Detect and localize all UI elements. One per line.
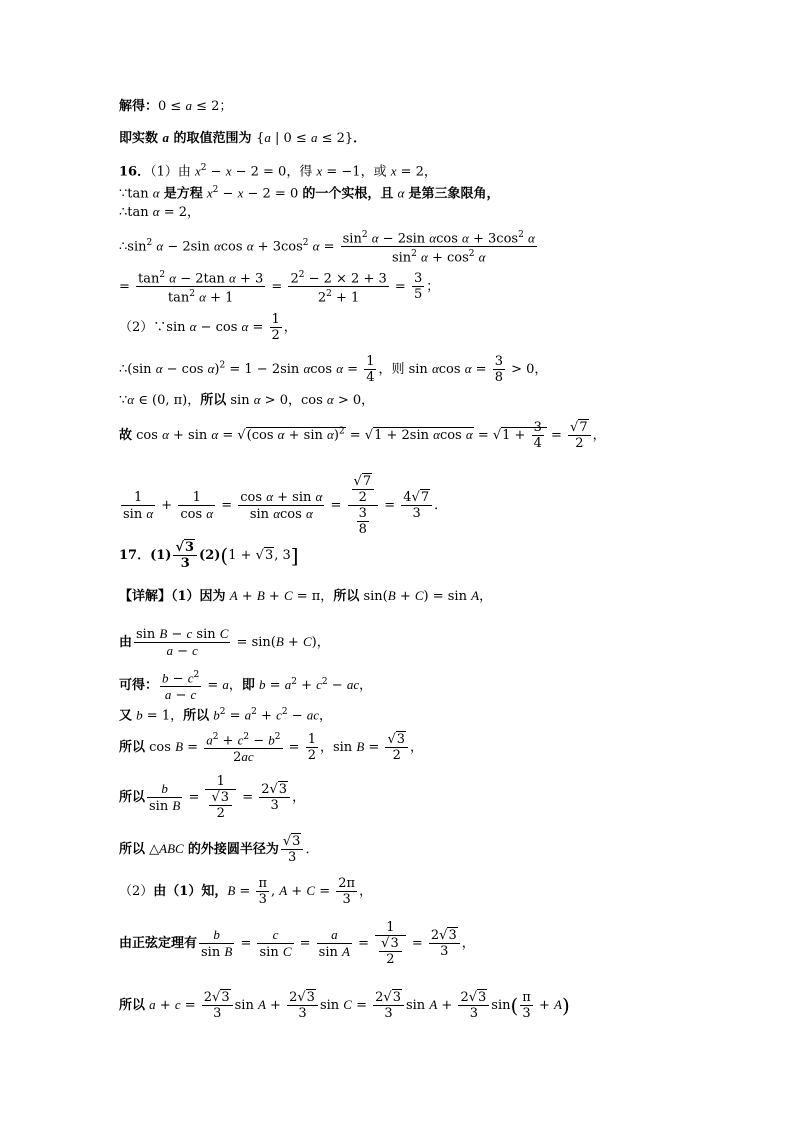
text-line: 解得：0 ≤ a ≤ 2；	[119, 98, 233, 114]
text-line: ∵α ∈ (0, π)，所以 sin α > 0，cos α > 0，	[119, 392, 375, 408]
text-line: $\frac{1}{\text{sin α}}$ + $\frac{1}{\text{cos α}}$ = $\frac{\text{cos α + sin α}}{\text{sin αcos α}}$ = $\frac{\frac{√7}{2}}{\frac{3}{8}}$ = $\frac{4√7}{3}$ ．	[123, 474, 448, 537]
text-line: ∵tan α 是方程 $x^2 - x - 2 = 0$ 的一个实根，且 α 是第三象限角，	[119, 185, 500, 202]
text-line: 所以 cos B = $\frac{a^2 + c^2 - b^2}{2ac}$ = $\frac{1}{2}$ ，sin B = $\frac{√3}{2}$ ，	[119, 732, 424, 766]
text-line: 又 b = 1，所以 $b^2 = a^2 + c^2$ − ac，	[119, 707, 333, 724]
text-line: （2）∵sin α − cos α = $\frac{1}{2}$ ，	[119, 312, 297, 343]
text-line: 所以 $\frac{b}{\text{sin B}}$ = $\frac{1}{\frac{√3}{2}}$ = $\frac{2√3}{3}$ ，	[119, 774, 306, 821]
text-line: 16．（1）由 $x^2 - x - 2 = 0$，得 x = −1，或 x = 2，	[119, 163, 437, 180]
text-line: 所以 △ABC 的外接圆半径为 $\frac{√3}{3}$ ．	[119, 834, 319, 865]
text-line: （2）由（1）知，B = $\frac{\pi}{3}$ , A + C = $\frac{2\pi}{3}$ ，	[119, 876, 373, 907]
text-line: = $\frac{\tan^2 \alpha - 2\tan \alpha + 3}{\tan^2 \alpha + 1}$ = $\frac{2^2 - 2 \times 2 + 3}{2^2 + 1}$ = $\frac{3}{5}$ ；	[119, 270, 440, 306]
text-line: 【详解】（1）因为 A + B + C = π，所以 sin(B + C) = sin A，	[119, 588, 493, 604]
text-line: 故 cos α + sin α = √(cos α + sin α)$^2$ = √1 + 2sin αcos α = √1 + $\frac{3}{4}$ = $\frac{√7}{2}$ ，	[119, 420, 606, 451]
text-line: 即实数 a 的取值范围为 {a | 0 ≤ a ≤ 2}．	[119, 130, 367, 146]
text-line: 由正弦定理有 $\frac{b}{\text{sin B}}$ = $\frac{c}{\text{sin C}}$ = $\frac{a}{\text{sin A}}$ = $\frac{1}{\frac{√3}{2}}$ = $\frac{2√3}{3}$ ，	[119, 920, 475, 967]
text-line: 由 $\frac{\text{sin B − c sin C}}{a - c}$ = sin(B + C)，	[119, 626, 330, 659]
text-line: ∴tan α = 2，	[119, 204, 201, 220]
text-line: 所以 a + c = $\frac{2√3}{3}$ sin A + $\frac{2√3}{3}$ sin C = $\frac{2√3}{3}$ sin A + $\frac{2√3}{3}$ sin( $\frac{\pi}{3}$ + A)	[119, 990, 570, 1021]
text-line: 可得： $\frac{b - c^2}{a - c}$ = a，即 $b = a^2 + c^2$ − ac，	[119, 670, 373, 704]
text-line: ∴(sin α − cos α)$^2$ = 1 − 2sin αcos α = $\frac{1}{4}$ ，则 sin αcos α = $\frac{3}{8}$ > 0，	[119, 354, 548, 385]
text-line: $\therefore\sin^2$ α − 2sin αcos $\alpha + 3\cos^2$ α = $\frac{\sin^2 \alpha - 2\sin \alpha\cos \alpha + 3\cos^2 \alpha}{\sin^2 \alpha + \cos^2 \alpha}$	[119, 230, 535, 266]
text-line: 17．(1) $\frac{√3}{3}$ (2)(1 + √3, 3]	[119, 540, 299, 571]
